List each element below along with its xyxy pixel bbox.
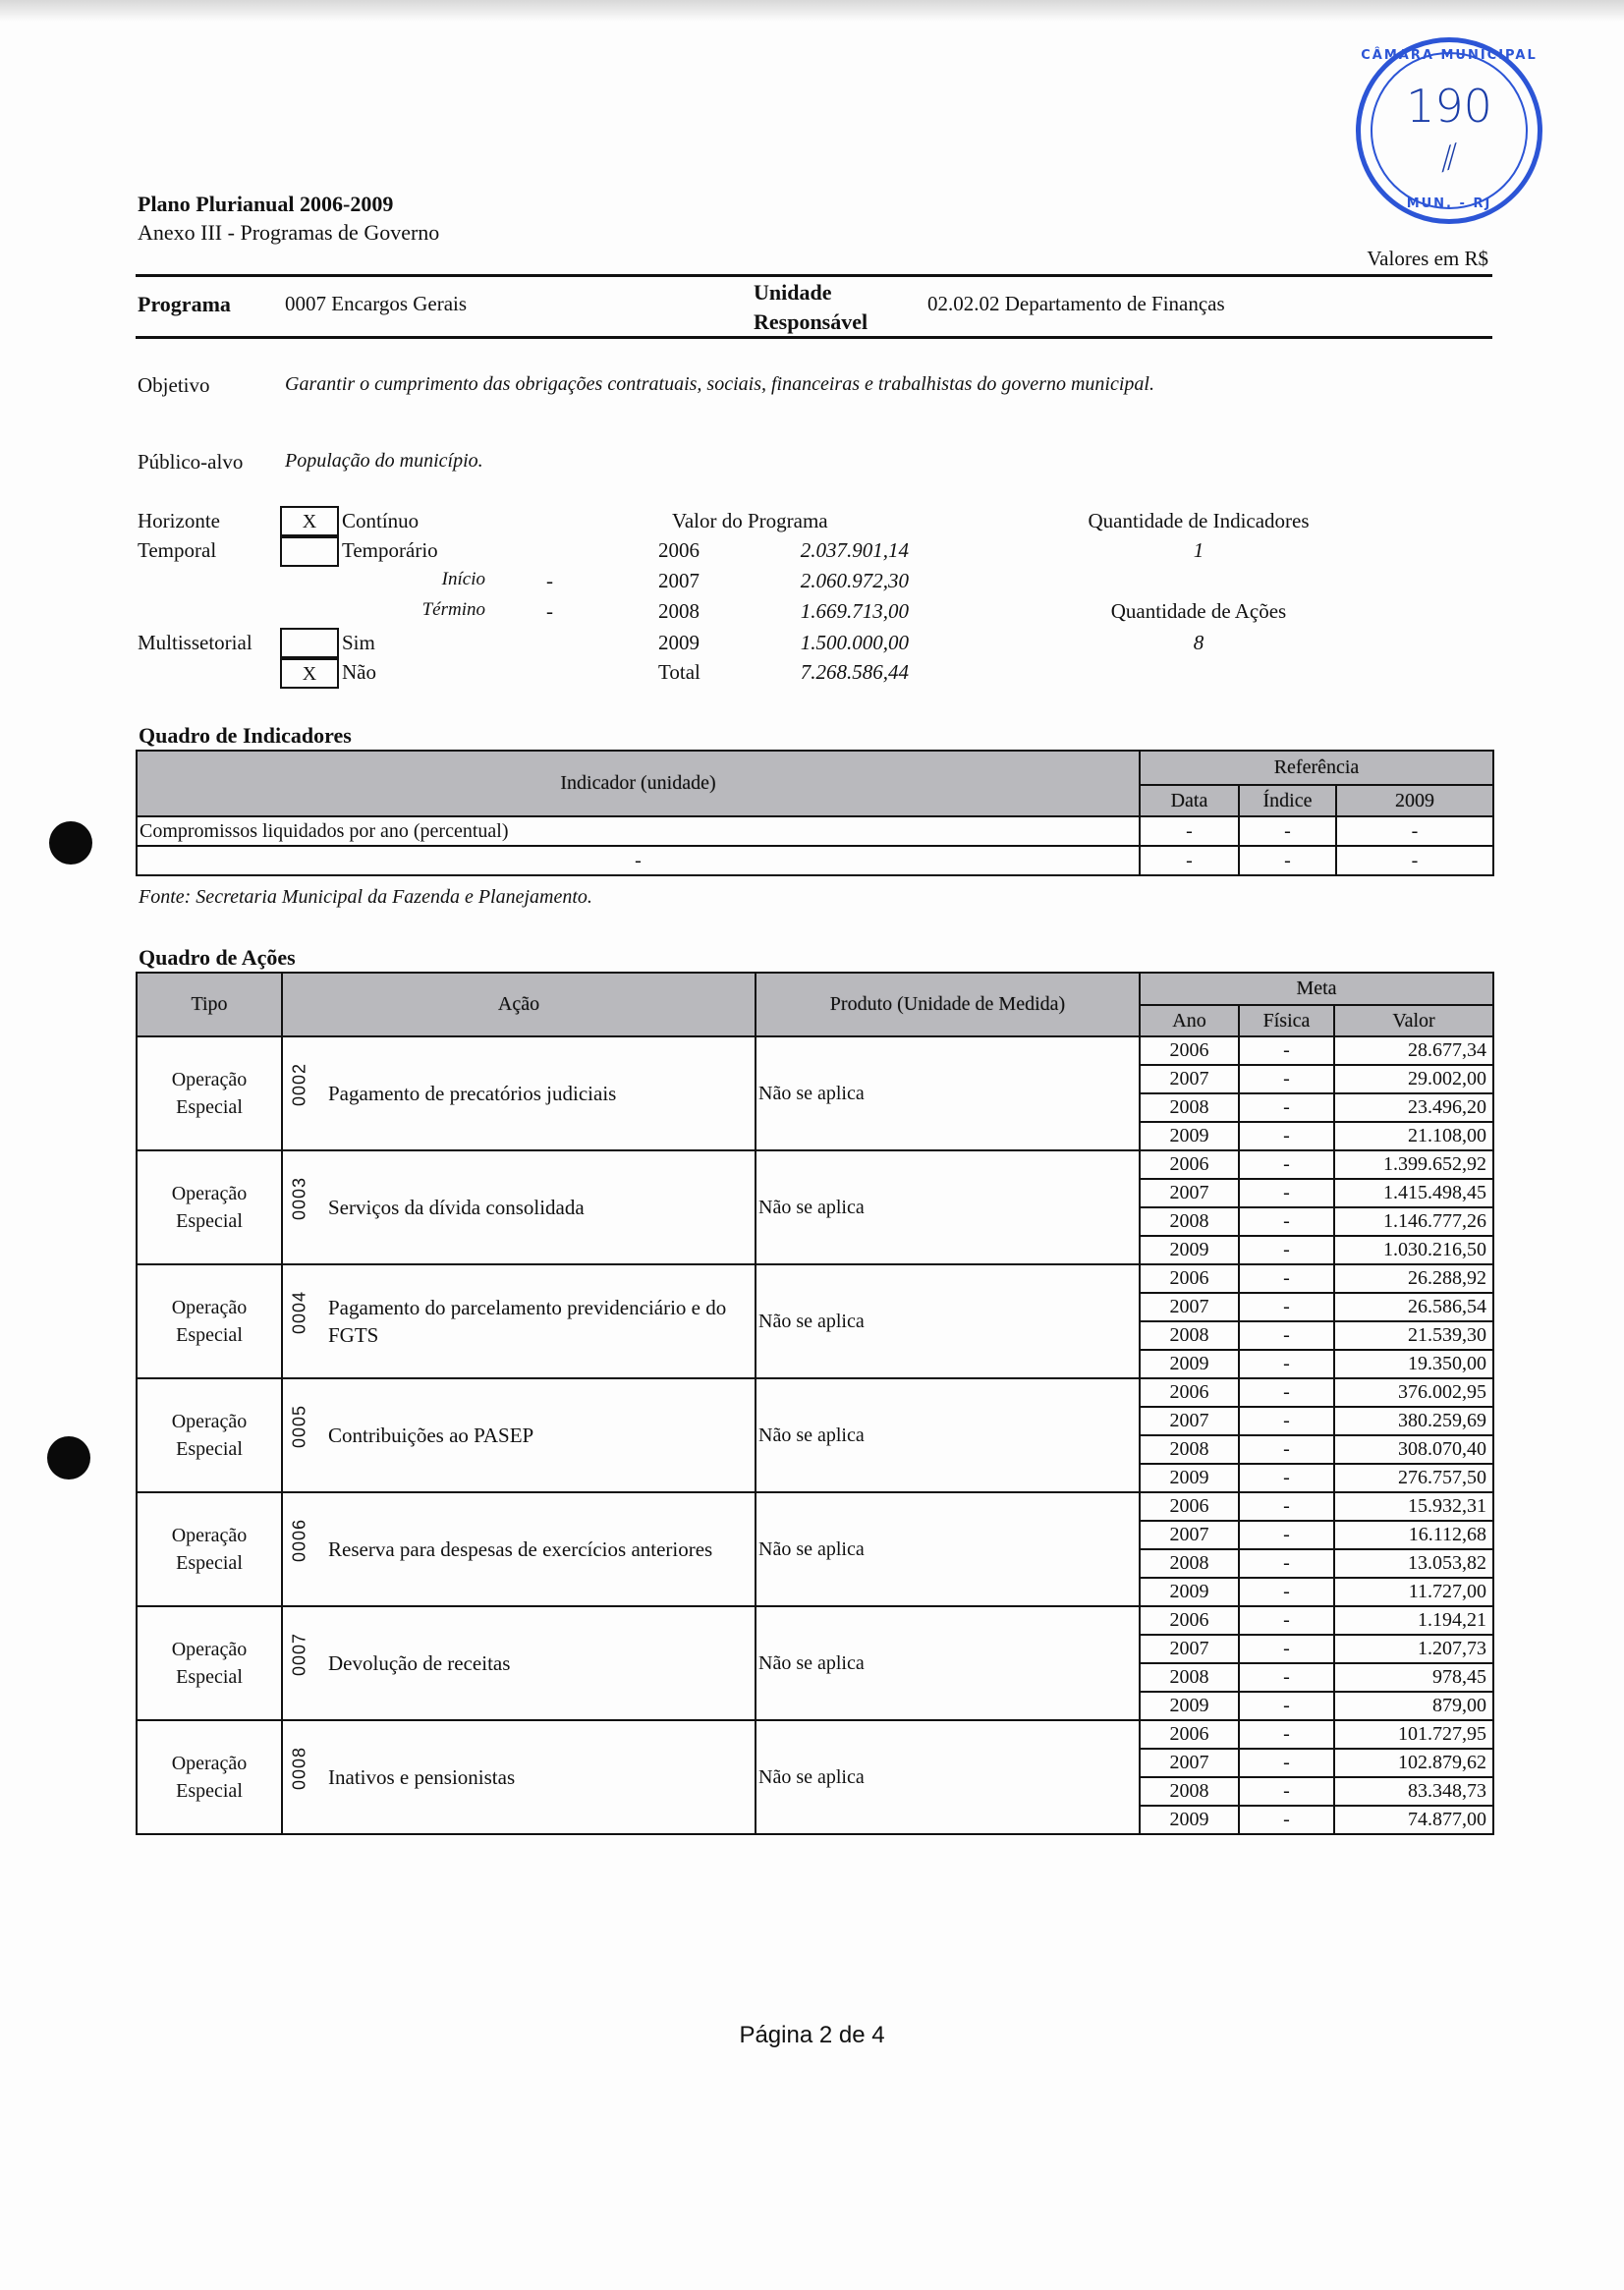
program-value-amount: 2.060.972,30 bbox=[800, 569, 909, 592]
col-year-header: Ano bbox=[1140, 1005, 1239, 1036]
indicator-2009: - bbox=[1336, 846, 1493, 875]
col-product-header: Produto (Unidade de Medida) bbox=[756, 973, 1140, 1036]
goal-year: 2009 bbox=[1140, 1578, 1239, 1606]
goal-year: 2009 bbox=[1140, 1806, 1239, 1834]
action-code: 0006 bbox=[289, 1518, 309, 1562]
goal-value: 978,45 bbox=[1334, 1663, 1493, 1692]
continuous-label: Contínuo bbox=[342, 509, 420, 532]
goal-physical: - bbox=[1239, 1350, 1334, 1378]
goal-physical: - bbox=[1239, 1378, 1334, 1407]
multisector-yes-label: Sim bbox=[342, 631, 375, 654]
action-code: 0007 bbox=[289, 1632, 309, 1676]
goal-year: 2007 bbox=[1140, 1293, 1239, 1321]
stamp-text-top: CÂMARA MUNICIPAL bbox=[1361, 48, 1538, 63]
goal-value: 16.112,68 bbox=[1334, 1521, 1493, 1549]
indicator-2009: - bbox=[1336, 816, 1493, 846]
action-cell bbox=[282, 1264, 756, 1378]
goal-year: 2008 bbox=[1140, 1777, 1239, 1806]
goal-value: 879,00 bbox=[1334, 1692, 1493, 1720]
goal-value: 308.070,40 bbox=[1334, 1435, 1493, 1464]
action-code: 0002 bbox=[289, 1062, 309, 1106]
punch-hole-top bbox=[49, 821, 92, 865]
action-product: Não se aplica bbox=[756, 1378, 1140, 1492]
start-label: Início bbox=[441, 569, 485, 589]
currency-note: Valores em R$ bbox=[1367, 247, 1488, 270]
goal-value: 1.399.652,92 bbox=[1334, 1150, 1493, 1179]
goal-year: 2007 bbox=[1140, 1635, 1239, 1663]
col-physical-header: Física bbox=[1239, 1005, 1334, 1036]
program-value-amount: 1.500.000,00 bbox=[800, 631, 909, 654]
col-index-header: Índice bbox=[1239, 785, 1336, 816]
indicators-count-label: Quantidade de Indicadores bbox=[1088, 509, 1310, 532]
goal-year: 2006 bbox=[1140, 1606, 1239, 1635]
start-value: - bbox=[546, 569, 553, 592]
goal-physical: - bbox=[1239, 1549, 1334, 1578]
action-code: 0004 bbox=[289, 1290, 309, 1334]
goal-year: 2007 bbox=[1140, 1065, 1239, 1093]
goal-year: 2009 bbox=[1140, 1122, 1239, 1150]
goal-year: 2006 bbox=[1140, 1150, 1239, 1179]
goal-year: 2008 bbox=[1140, 1321, 1239, 1350]
col-reference-header: Referência bbox=[1140, 751, 1493, 785]
goal-value: 29.002,00 bbox=[1334, 1065, 1493, 1093]
table-row bbox=[137, 1036, 1493, 1065]
goal-year: 2006 bbox=[1140, 1492, 1239, 1521]
action-code: 0003 bbox=[289, 1176, 309, 1220]
goal-year: 2007 bbox=[1140, 1521, 1239, 1549]
program-value-amount: 2.037.901,14 bbox=[800, 538, 909, 562]
program-value: 0007 Encargos Gerais bbox=[285, 292, 468, 315]
action-type: Operação Especial bbox=[137, 1492, 282, 1606]
goal-year: 2006 bbox=[1140, 1378, 1239, 1407]
multisector-no-checkbox[interactable]: X bbox=[280, 658, 339, 689]
goal-physical: - bbox=[1239, 1150, 1334, 1179]
goal-value: 276.757,50 bbox=[1334, 1464, 1493, 1492]
goal-year: 2006 bbox=[1140, 1036, 1239, 1065]
action-type: Operação Especial bbox=[137, 1036, 282, 1150]
goal-value: 1.194,21 bbox=[1334, 1606, 1493, 1635]
table-row bbox=[137, 1264, 1493, 1293]
goal-value: 21.108,00 bbox=[1334, 1122, 1493, 1150]
goal-physical: - bbox=[1239, 1578, 1334, 1606]
action-name: Serviços da dívida consolidada bbox=[328, 1196, 585, 1219]
stamp-signature: ⁄⁄ bbox=[1436, 137, 1462, 178]
goal-year: 2008 bbox=[1140, 1663, 1239, 1692]
goal-year: 2009 bbox=[1140, 1692, 1239, 1720]
action-product: Não se aplica bbox=[756, 1606, 1140, 1720]
table-row bbox=[137, 816, 1493, 846]
goal-value: 23.496,20 bbox=[1334, 1093, 1493, 1122]
document-subtitle: Anexo III - Programas de Governo bbox=[138, 220, 440, 245]
action-type: Operação Especial bbox=[137, 1720, 282, 1834]
goal-value: 1.207,73 bbox=[1334, 1635, 1493, 1663]
end-label: Término bbox=[421, 599, 485, 620]
col-value-header: Valor bbox=[1334, 1005, 1493, 1036]
action-name: Devolução de receitas bbox=[328, 1651, 511, 1675]
indicator-index: - bbox=[1239, 816, 1336, 846]
actions-count-value: 8 bbox=[1193, 631, 1204, 654]
actions-count-label: Quantidade de Ações bbox=[1110, 599, 1287, 623]
goal-value: 26.288,92 bbox=[1334, 1264, 1493, 1293]
goal-year: 2009 bbox=[1140, 1464, 1239, 1492]
indicator-name: Compromissos liquidados por ano (percentual) bbox=[137, 816, 1140, 846]
multisector-no-label: Não bbox=[342, 660, 376, 684]
goal-physical: - bbox=[1239, 1207, 1334, 1236]
col-goal-header: Meta bbox=[1140, 973, 1493, 1005]
goal-physical: - bbox=[1239, 1806, 1334, 1834]
indicators-table bbox=[136, 750, 1494, 876]
goal-physical: - bbox=[1239, 1635, 1334, 1663]
goal-value: 101.727,95 bbox=[1334, 1720, 1493, 1749]
goal-physical: - bbox=[1239, 1122, 1334, 1150]
program-value-year: 2008 bbox=[658, 599, 700, 623]
unit-value: 02.02.02 Departamento de Finanças bbox=[927, 292, 1225, 315]
audience-text: População do município. bbox=[285, 450, 483, 472]
goal-physical: - bbox=[1239, 1036, 1334, 1065]
scan-top-shadow bbox=[0, 0, 1624, 22]
action-name: Pagamento do parcelamento previdenciário e do FGTS bbox=[328, 1296, 727, 1347]
col-date-header: Data bbox=[1140, 785, 1239, 816]
goal-value: 28.677,34 bbox=[1334, 1036, 1493, 1065]
col-2009-header: 2009 bbox=[1336, 785, 1493, 816]
horizon-label-1: Horizonte bbox=[138, 509, 220, 532]
continuous-checkbox[interactable]: X bbox=[280, 506, 339, 536]
program-value-year: 2006 bbox=[658, 538, 700, 562]
goal-value: 1.146.777,26 bbox=[1334, 1207, 1493, 1236]
action-type: Operação Especial bbox=[137, 1378, 282, 1492]
goal-physical: - bbox=[1239, 1236, 1334, 1264]
goal-value: 13.053,82 bbox=[1334, 1549, 1493, 1578]
indicators-section-title: Quadro de Indicadores bbox=[139, 723, 352, 748]
goal-year: 2006 bbox=[1140, 1720, 1239, 1749]
header-rule-bottom bbox=[136, 336, 1492, 339]
action-cell bbox=[282, 1036, 756, 1150]
stamp-page-number: 190 bbox=[1406, 80, 1492, 133]
action-code: 0008 bbox=[289, 1746, 309, 1790]
action-cell bbox=[282, 1720, 756, 1834]
program-value-title: Valor do Programa bbox=[672, 509, 828, 532]
indicator-date: - bbox=[1140, 846, 1239, 875]
indicators-source: Fonte: Secretaria Municipal da Fazenda e Planejamento. bbox=[139, 886, 592, 908]
goal-physical: - bbox=[1239, 1464, 1334, 1492]
unit-label-line2: Responsável bbox=[754, 309, 868, 334]
action-product: Não se aplica bbox=[756, 1036, 1140, 1150]
action-cell bbox=[282, 1606, 756, 1720]
document-title: Plano Plurianual 2006-2009 bbox=[138, 192, 394, 216]
audience-label: Público-alvo bbox=[138, 450, 244, 474]
goal-year: 2008 bbox=[1140, 1435, 1239, 1464]
objective-text: Garantir o cumprimento das obrigações contratuais, sociais, financeiras e trabalhistas do governo municipal. bbox=[285, 373, 1154, 395]
unit-label-line1: Unidade bbox=[754, 280, 832, 305]
goal-physical: - bbox=[1239, 1093, 1334, 1122]
program-value-year: 2007 bbox=[658, 569, 700, 592]
multisector-yes-checkbox[interactable] bbox=[280, 628, 339, 658]
goal-physical: - bbox=[1239, 1435, 1334, 1464]
table-row bbox=[137, 846, 1493, 875]
page-footer: Página 2 de 4 bbox=[739, 2022, 885, 2048]
action-product: Não se aplica bbox=[756, 1264, 1140, 1378]
goal-value: 1.415.498,45 bbox=[1334, 1179, 1493, 1207]
action-cell bbox=[282, 1150, 756, 1264]
action-name: Inativos e pensionistas bbox=[328, 1765, 516, 1789]
goal-value: 15.932,31 bbox=[1334, 1492, 1493, 1521]
temporary-label: Temporário bbox=[342, 538, 438, 562]
col-indicator-header: Indicador (unidade) bbox=[137, 751, 1140, 816]
end-value: - bbox=[546, 599, 553, 623]
goal-physical: - bbox=[1239, 1264, 1334, 1293]
goal-year: 2007 bbox=[1140, 1749, 1239, 1777]
goal-year: 2006 bbox=[1140, 1264, 1239, 1293]
chamber-stamp bbox=[1356, 37, 1542, 224]
action-code: 0005 bbox=[289, 1404, 309, 1448]
indicator-name: - bbox=[137, 846, 1140, 875]
goal-physical: - bbox=[1239, 1720, 1334, 1749]
goal-value: 380.259,69 bbox=[1334, 1407, 1493, 1435]
goal-value: 1.030.216,50 bbox=[1334, 1236, 1493, 1264]
goal-value: 83.348,73 bbox=[1334, 1777, 1493, 1806]
indicators-count-value: 1 bbox=[1193, 538, 1204, 562]
action-type: Operação Especial bbox=[137, 1606, 282, 1720]
action-name: Reserva para despesas de exercícios anteriores bbox=[328, 1537, 713, 1561]
action-cell bbox=[282, 1492, 756, 1606]
table-row bbox=[137, 1150, 1493, 1179]
action-type: Operação Especial bbox=[137, 1150, 282, 1264]
actions-body bbox=[137, 1036, 1493, 1834]
stamp-text-bottom: MUN. - RJ bbox=[1406, 196, 1492, 211]
program-label: Programa bbox=[138, 292, 231, 316]
goal-value: 26.586,54 bbox=[1334, 1293, 1493, 1321]
goal-physical: - bbox=[1239, 1777, 1334, 1806]
unit-label bbox=[754, 278, 868, 337]
multisector-label: Multissetorial bbox=[138, 631, 252, 654]
table-row bbox=[137, 1606, 1493, 1635]
goal-value: 21.539,30 bbox=[1334, 1321, 1493, 1350]
action-cell bbox=[282, 1378, 756, 1492]
goal-year: 2007 bbox=[1140, 1179, 1239, 1207]
goal-year: 2008 bbox=[1140, 1549, 1239, 1578]
goal-value: 11.727,00 bbox=[1334, 1578, 1493, 1606]
program-value-total: 7.268.586,44 bbox=[800, 660, 909, 684]
goal-physical: - bbox=[1239, 1407, 1334, 1435]
horizon-label-2: Temporal bbox=[138, 538, 217, 562]
goal-physical: - bbox=[1239, 1606, 1334, 1635]
action-product: Não se aplica bbox=[756, 1492, 1140, 1606]
goal-year: 2008 bbox=[1140, 1093, 1239, 1122]
goal-physical: - bbox=[1239, 1663, 1334, 1692]
program-value-amount: 1.669.713,00 bbox=[800, 599, 909, 623]
col-action-header: Ação bbox=[282, 973, 756, 1036]
action-type: Operação Especial bbox=[137, 1264, 282, 1378]
goal-physical: - bbox=[1239, 1179, 1334, 1207]
table-row bbox=[137, 1378, 1493, 1407]
indicator-index: - bbox=[1239, 846, 1336, 875]
table-row bbox=[137, 1492, 1493, 1521]
actions-table bbox=[136, 972, 1494, 1835]
goal-year: 2008 bbox=[1140, 1207, 1239, 1236]
goal-year: 2009 bbox=[1140, 1350, 1239, 1378]
indicator-date: - bbox=[1140, 816, 1239, 846]
goal-physical: - bbox=[1239, 1692, 1334, 1720]
action-name: Contribuições ao PASEP bbox=[328, 1424, 534, 1447]
action-product: Não se aplica bbox=[756, 1720, 1140, 1834]
program-value-total-label: Total bbox=[658, 660, 700, 684]
col-type-header: Tipo bbox=[137, 973, 282, 1036]
header-rule-top bbox=[136, 274, 1492, 277]
goal-value: 74.877,00 bbox=[1334, 1806, 1493, 1834]
action-name: Pagamento de precatórios judiciais bbox=[328, 1082, 617, 1105]
goal-physical: - bbox=[1239, 1321, 1334, 1350]
program-value-year: 2009 bbox=[658, 631, 700, 654]
table-row bbox=[137, 1720, 1493, 1749]
goal-year: 2009 bbox=[1140, 1236, 1239, 1264]
punch-hole-bottom bbox=[47, 1436, 90, 1480]
temporary-checkbox[interactable] bbox=[280, 536, 339, 567]
goal-value: 376.002,95 bbox=[1334, 1378, 1493, 1407]
goal-physical: - bbox=[1239, 1492, 1334, 1521]
action-product: Não se aplica bbox=[756, 1150, 1140, 1264]
actions-section-title: Quadro de Ações bbox=[139, 945, 296, 970]
goal-physical: - bbox=[1239, 1293, 1334, 1321]
goal-value: 102.879,62 bbox=[1334, 1749, 1493, 1777]
goal-physical: - bbox=[1239, 1749, 1334, 1777]
goal-physical: - bbox=[1239, 1065, 1334, 1093]
goal-value: 19.350,00 bbox=[1334, 1350, 1493, 1378]
goal-physical: - bbox=[1239, 1521, 1334, 1549]
objective-label: Objetivo bbox=[138, 373, 210, 397]
goal-year: 2007 bbox=[1140, 1407, 1239, 1435]
